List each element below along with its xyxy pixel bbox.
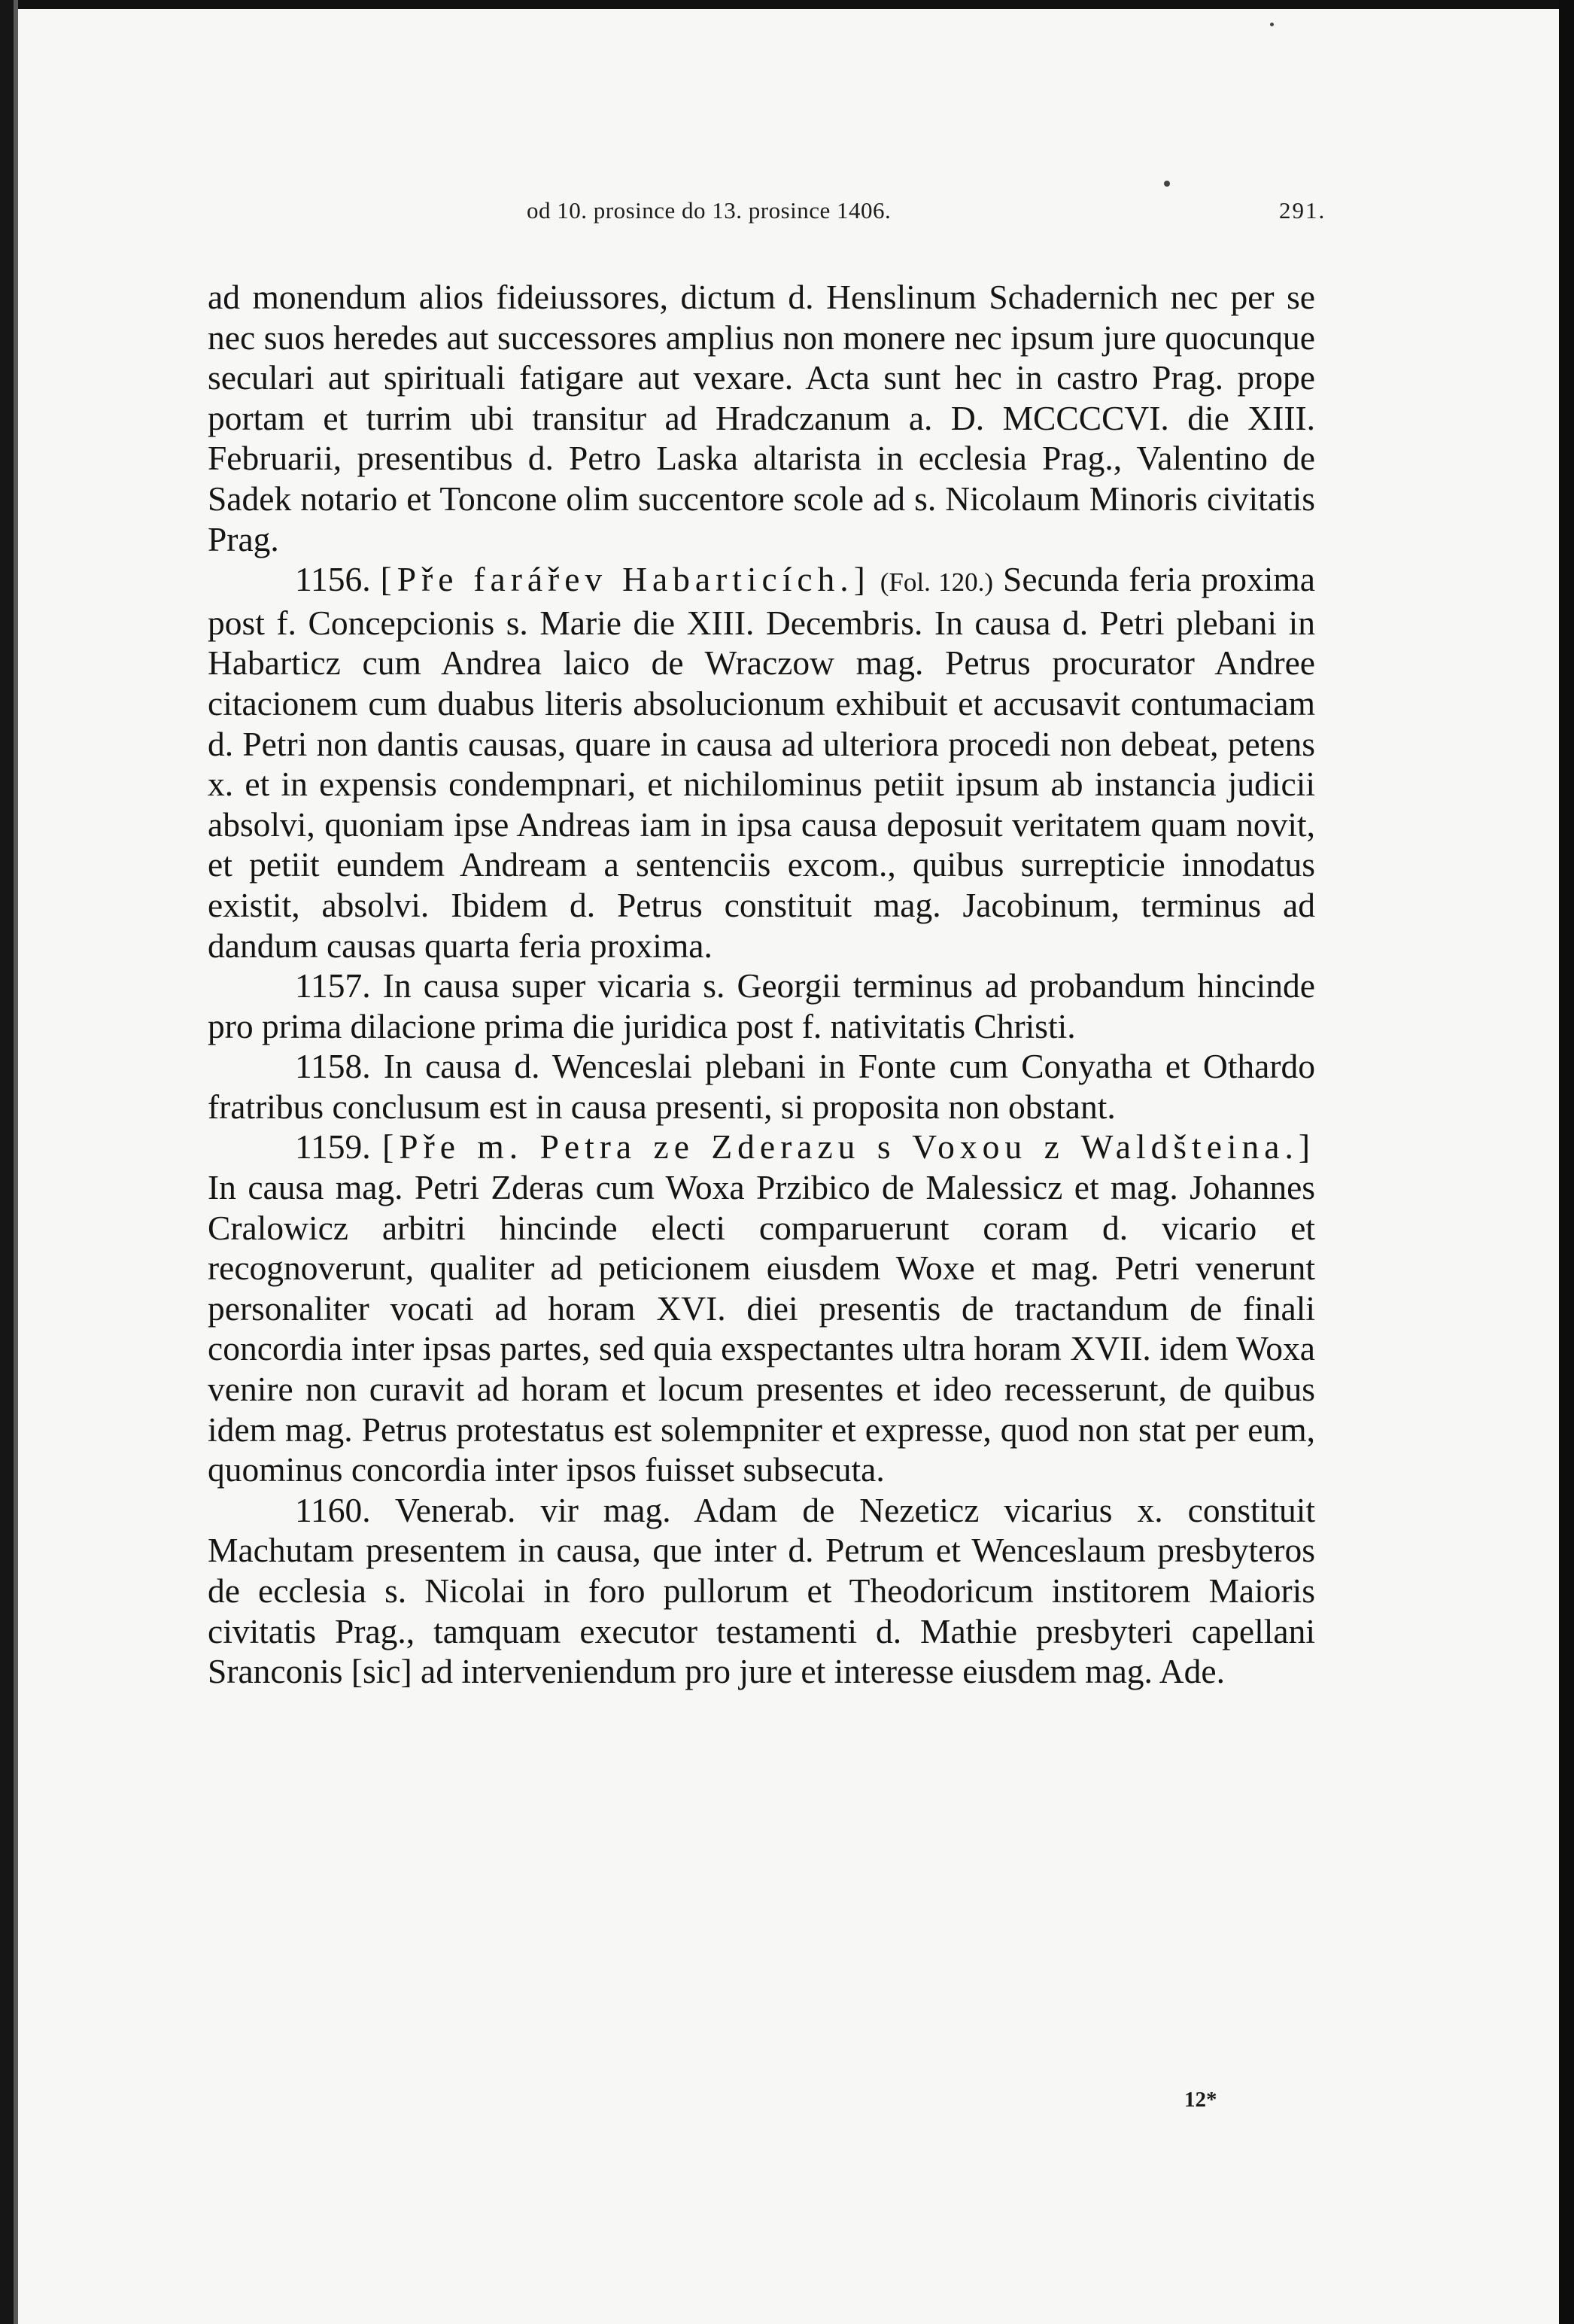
scan-border-right bbox=[1559, 0, 1574, 2324]
paragraph-continuation bbox=[208, 277, 1315, 559]
entry-1158 bbox=[208, 1046, 1315, 1127]
scan-speck bbox=[1270, 23, 1274, 26]
entry-heading: [Pře farářev Habarticích.] bbox=[380, 560, 871, 599]
scan-border-top bbox=[0, 0, 1574, 9]
entry-1159 bbox=[208, 1127, 1315, 1489]
scan-speck bbox=[1164, 181, 1170, 187]
running-head bbox=[0, 197, 1574, 227]
text-span: 1160. Venerab. vir mag. Adam de Nezeticz vicarius x. constituit Machutam presentem in causa, que inter d. Petrum et Wenceslaum presbyteros de ecclesia s. Nicolai in foro pullorum et Theodoricum institorem Maioris civitatis Prag., tamquam executor testamenti d. Mathie presbyteri capellani Sranconis [sic] ad interveniendum pro jure et interesse eiusdem mag. Ade. bbox=[208, 1490, 1315, 1691]
text-span: In causa mag. Petri Zderas cum Woxa Przibico de Malessicz et mag. Johannes Cralowicz arbitri hincinde electi comparuerunt coram d. vicario et recognoverunt, qualiter ad peticionem eiusdem Woxe et mag. Petri venerunt personaliter vocati ad horam XVI. diei presentis de tractandum de finali concordia inter ipsas partes, sed quia exspectantes ultra horam XVII. idem Woxa venire non curavit ad horam et locum presentes et ideo recesserunt, de quibus idem mag. Petrus protestatus est solempniter et expresse, quod non stat per eum, quominus concordia inter ipsos fuisset subsecuta. bbox=[208, 1168, 1315, 1489]
text-span: ad monendum alios fideiussores, dictum d. Henslinum Schadernich nec per se nec suos heredes aut successores amplius non monere nec ipsum jure quocunque seculari aut spirituali fatigare aut vexare. Acta sunt hec in castro Prag. prope portam et turrim ubi transitur ad Hradczanum a. D. MCCCCVI. die XIII. Februarii, presentibus d. Petro Laska altarista in ecclesia Prag., Valentino de Sadek notario et Toncone olim succentore scole ad s. Nicolaum Minoris civitatis Prag. bbox=[208, 278, 1315, 558]
text-span: 1157. In causa super vicaria s. Georgii terminus ad probandum hincinde pro prima dilacione prima die juridica post f. nativitatis Christi. bbox=[208, 966, 1315, 1045]
running-head-title: od 10. prosince do 13. prosince 1406. bbox=[527, 197, 892, 224]
page-number: 291. bbox=[1279, 197, 1326, 224]
entry-1160 bbox=[208, 1490, 1315, 1692]
text-span: 1158. In causa d. Wenceslai plebani in Fonte cum Conyatha et Othardo fratribus conclusum est in causa presenti, si proposita non obstant. bbox=[208, 1047, 1315, 1126]
entry-heading: [Pře m. Petra ze Zderazu s Voxou z Waldšteina.] bbox=[382, 1127, 1315, 1167]
entry-number: 1156. bbox=[295, 560, 381, 599]
signature-mark: 12* bbox=[1184, 2088, 1217, 2112]
entry-1156 bbox=[208, 559, 1315, 966]
body-text bbox=[208, 277, 1315, 1692]
text-span: Secunda feria proxima post f. Concepcionis s. Marie die XIII. Decembris. In causa d. Petri plebani in Habarticz cum Andrea laico de Wraczow mag. Petrus procurator Andree citacionem cum duabus literis absolucionum exhibuit et accusavit contumaciam d. Petri non dantis causas, quare in causa ad ulteriora procedi non debeat, petens x. et in expensis condempnari, et nichilominus petiit ipsum ab instancia judicii absolvi, quoniam ipse Andreas iam in ipsa causa deposuit veritatem quam novit, et petiit eundem Andream a sentenciis excom., quibus surrepticie innodatus existit, absolvi. Ibidem d. Petrus constituit mag. Jacobinum, terminus ad dandum causas quarta feria proxima. bbox=[208, 560, 1316, 965]
entry-1157 bbox=[208, 966, 1315, 1046]
text-span bbox=[871, 560, 880, 598]
entry-number: 1159. bbox=[295, 1127, 383, 1167]
folio-reference: (Fol. 120.) bbox=[880, 567, 994, 598]
scan-border-left-shadow bbox=[14, 0, 18, 2324]
scan-border-left bbox=[0, 0, 14, 2324]
